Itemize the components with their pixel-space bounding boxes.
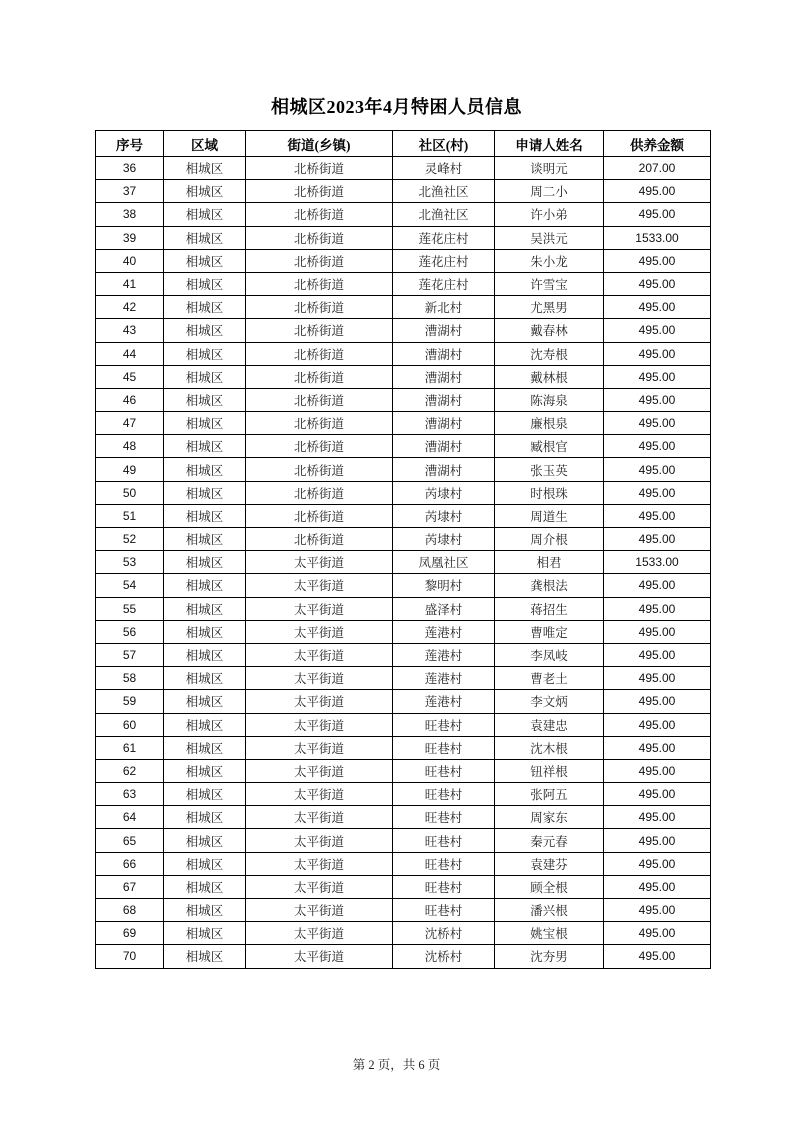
table-cell: 太平街道 <box>246 620 393 643</box>
table-cell: 尤黑男 <box>495 296 604 319</box>
table-cell: 1533.00 <box>604 226 711 249</box>
table-cell: 相城区 <box>164 551 246 574</box>
table-cell: 盛泽村 <box>393 597 495 620</box>
table-cell: 吴洪元 <box>495 226 604 249</box>
table-cell: 相城区 <box>164 922 246 945</box>
table-cell: 相城区 <box>164 806 246 829</box>
table-cell: 相城区 <box>164 829 246 852</box>
table-cell: 495.00 <box>604 736 711 759</box>
table-cell: 沈桥村 <box>393 922 495 945</box>
table-cell: 戴春林 <box>495 319 604 342</box>
table-cell: 北桥街道 <box>246 504 393 527</box>
table-row <box>96 342 711 365</box>
table-cell: 相城区 <box>164 388 246 411</box>
table-cell: 495.00 <box>604 296 711 319</box>
table-cell: 70 <box>96 945 164 968</box>
table-row <box>96 296 711 319</box>
table-row <box>96 319 711 342</box>
table-cell: 495.00 <box>604 272 711 295</box>
table-cell: 495.00 <box>604 458 711 481</box>
table-row <box>96 690 711 713</box>
column-header-amount: 供养金额 <box>604 131 711 157</box>
table-cell: 相城区 <box>164 342 246 365</box>
table-cell: 芮埭村 <box>393 481 495 504</box>
table-cell: 北桥街道 <box>246 481 393 504</box>
table-body <box>96 157 711 969</box>
table-cell: 北渔社区 <box>393 180 495 203</box>
table-cell: 相君 <box>495 551 604 574</box>
table-cell: 北桥街道 <box>246 296 393 319</box>
table-cell: 旺巷村 <box>393 736 495 759</box>
table-cell: 潘兴根 <box>495 899 604 922</box>
table-cell: 漕湖村 <box>393 412 495 435</box>
table-row <box>96 180 711 203</box>
table-cell: 太平街道 <box>246 643 393 666</box>
table-cell: 莲港村 <box>393 620 495 643</box>
table-row <box>96 203 711 226</box>
table-cell: 新北村 <box>393 296 495 319</box>
table-cell: 52 <box>96 528 164 551</box>
table-row <box>96 945 711 968</box>
table-cell: 太平街道 <box>246 574 393 597</box>
table-cell: 袁建忠 <box>495 713 604 736</box>
table-cell: 太平街道 <box>246 806 393 829</box>
table-cell: 56 <box>96 620 164 643</box>
table-cell: 凤凰社区 <box>393 551 495 574</box>
table-cell: 臧根官 <box>495 435 604 458</box>
table-cell: 36 <box>96 157 164 180</box>
table-row <box>96 157 711 180</box>
table-cell: 太平街道 <box>246 667 393 690</box>
table-cell: 相城区 <box>164 481 246 504</box>
table-cell: 相城区 <box>164 736 246 759</box>
table-row <box>96 504 711 527</box>
table-cell: 相城区 <box>164 203 246 226</box>
table-cell: 陈海泉 <box>495 388 604 411</box>
table-cell: 漕湖村 <box>393 458 495 481</box>
table-cell: 旺巷村 <box>393 829 495 852</box>
table-cell: 太平街道 <box>246 875 393 898</box>
table-cell: 北桥街道 <box>246 226 393 249</box>
table-cell: 张玉英 <box>495 458 604 481</box>
table-cell: 42 <box>96 296 164 319</box>
table-cell: 39 <box>96 226 164 249</box>
table-cell: 495.00 <box>604 945 711 968</box>
table-cell: 相城区 <box>164 783 246 806</box>
table-cell: 53 <box>96 551 164 574</box>
table-cell: 周家东 <box>495 806 604 829</box>
table-cell: 秦元春 <box>495 829 604 852</box>
table-cell: 40 <box>96 249 164 272</box>
column-header-street: 街道(乡镇) <box>246 131 393 157</box>
table-cell: 495.00 <box>604 899 711 922</box>
table-cell: 68 <box>96 899 164 922</box>
table-cell: 495.00 <box>604 875 711 898</box>
table-row <box>96 713 711 736</box>
page-title: 相城区2023年4月特困人员信息 <box>271 97 522 117</box>
table-cell: 沈木根 <box>495 736 604 759</box>
table-cell: 相城区 <box>164 249 246 272</box>
column-header-community: 社区(村) <box>393 131 495 157</box>
table-cell: 495.00 <box>604 365 711 388</box>
table-cell: 太平街道 <box>246 829 393 852</box>
column-header-serial: 序号 <box>96 131 164 157</box>
table-row <box>96 528 711 551</box>
table-row <box>96 365 711 388</box>
table-cell: 57 <box>96 643 164 666</box>
table-row <box>96 551 711 574</box>
table-cell: 北桥街道 <box>246 435 393 458</box>
table-row <box>96 643 711 666</box>
table-cell: 相城区 <box>164 319 246 342</box>
table-cell: 495.00 <box>604 249 711 272</box>
table-cell: 太平街道 <box>246 690 393 713</box>
table-cell: 61 <box>96 736 164 759</box>
table-cell: 495.00 <box>604 806 711 829</box>
table-cell: 495.00 <box>604 388 711 411</box>
table-cell: 495.00 <box>604 783 711 806</box>
table-cell: 44 <box>96 342 164 365</box>
table-row <box>96 875 711 898</box>
table-cell: 相城区 <box>164 412 246 435</box>
page-number: 第 2 页，共 6 页 <box>352 1058 441 1072</box>
table-cell: 495.00 <box>604 435 711 458</box>
table-cell: 蒋招生 <box>495 597 604 620</box>
table-cell: 黎明村 <box>393 574 495 597</box>
table-cell: 北渔社区 <box>393 203 495 226</box>
table-row <box>96 922 711 945</box>
table-cell: 北桥街道 <box>246 388 393 411</box>
table-cell: 207.00 <box>604 157 711 180</box>
table-cell: 54 <box>96 574 164 597</box>
table-cell: 相城区 <box>164 713 246 736</box>
table-cell: 姚宝根 <box>495 922 604 945</box>
table-cell: 莲港村 <box>393 667 495 690</box>
table-cell: 495.00 <box>604 528 711 551</box>
table-cell: 495.00 <box>604 643 711 666</box>
table-cell: 495.00 <box>604 620 711 643</box>
table-cell: 495.00 <box>604 319 711 342</box>
table-row <box>96 597 711 620</box>
table-cell: 灵峰村 <box>393 157 495 180</box>
table-cell: 63 <box>96 783 164 806</box>
table-cell: 495.00 <box>604 481 711 504</box>
table-cell: 旺巷村 <box>393 875 495 898</box>
table-cell: 495.00 <box>604 667 711 690</box>
table-cell: 廉根泉 <box>495 412 604 435</box>
table-cell: 漕湖村 <box>393 342 495 365</box>
table-cell: 莲花庄村 <box>393 272 495 295</box>
table-cell: 38 <box>96 203 164 226</box>
table-cell: 时根珠 <box>495 481 604 504</box>
table-cell: 北桥街道 <box>246 157 393 180</box>
table-cell: 相城区 <box>164 435 246 458</box>
table-cell: 漕湖村 <box>393 365 495 388</box>
table-row <box>96 806 711 829</box>
table-cell: 相城区 <box>164 667 246 690</box>
table-cell: 495.00 <box>604 504 711 527</box>
table-cell: 495.00 <box>604 713 711 736</box>
table-cell: 相城区 <box>164 528 246 551</box>
table-cell: 莲花庄村 <box>393 226 495 249</box>
column-header-applicant: 申请人姓名 <box>495 131 604 157</box>
table-cell: 37 <box>96 180 164 203</box>
table-cell: 太平街道 <box>246 899 393 922</box>
table-cell: 北桥街道 <box>246 319 393 342</box>
table-cell: 65 <box>96 829 164 852</box>
table-cell: 北桥街道 <box>246 203 393 226</box>
table-cell: 旺巷村 <box>393 852 495 875</box>
table-cell: 太平街道 <box>246 713 393 736</box>
table-cell: 北桥街道 <box>246 342 393 365</box>
table-row <box>96 226 711 249</box>
table-row <box>96 829 711 852</box>
table-cell: 周道生 <box>495 504 604 527</box>
table-cell: 许小弟 <box>495 203 604 226</box>
table-cell: 旺巷村 <box>393 806 495 829</box>
table-cell: 60 <box>96 713 164 736</box>
table-cell: 相城区 <box>164 296 246 319</box>
table-cell: 钮祥根 <box>495 759 604 782</box>
table-row <box>96 736 711 759</box>
table-cell: 495.00 <box>604 597 711 620</box>
table-row <box>96 852 711 875</box>
table-cell: 51 <box>96 504 164 527</box>
table-cell: 北桥街道 <box>246 180 393 203</box>
table-cell: 495.00 <box>604 342 711 365</box>
table-cell: 41 <box>96 272 164 295</box>
persons-table <box>95 130 711 969</box>
table-cell: 相城区 <box>164 899 246 922</box>
table-cell: 周介根 <box>495 528 604 551</box>
table-cell: 相城区 <box>164 759 246 782</box>
table-cell: 相城区 <box>164 180 246 203</box>
table-cell: 太平街道 <box>246 759 393 782</box>
table-cell: 相城区 <box>164 272 246 295</box>
table-cell: 漕湖村 <box>393 388 495 411</box>
table-row <box>96 899 711 922</box>
table-cell: 张阿五 <box>495 783 604 806</box>
table-row <box>96 412 711 435</box>
table-cell: 相城区 <box>164 365 246 388</box>
table-cell: 495.00 <box>604 574 711 597</box>
table-row <box>96 574 711 597</box>
table-cell: 太平街道 <box>246 597 393 620</box>
table-row <box>96 667 711 690</box>
table-cell: 45 <box>96 365 164 388</box>
table-cell: 相城区 <box>164 458 246 481</box>
table-cell: 相城区 <box>164 690 246 713</box>
table-cell: 北桥街道 <box>246 249 393 272</box>
table-cell: 66 <box>96 852 164 875</box>
table-cell: 太平街道 <box>246 551 393 574</box>
table-cell: 相城区 <box>164 504 246 527</box>
table-cell: 495.00 <box>604 852 711 875</box>
table-cell: 50 <box>96 481 164 504</box>
table-row <box>96 272 711 295</box>
table-cell: 旺巷村 <box>393 899 495 922</box>
table-cell: 周二小 <box>495 180 604 203</box>
table-row <box>96 249 711 272</box>
table-cell: 相城区 <box>164 643 246 666</box>
table-cell: 莲花庄村 <box>393 249 495 272</box>
table-cell: 沈桥村 <box>393 945 495 968</box>
table-cell: 莲港村 <box>393 643 495 666</box>
table-cell: 太平街道 <box>246 945 393 968</box>
table-cell: 48 <box>96 435 164 458</box>
table-cell: 495.00 <box>604 203 711 226</box>
table-cell: 62 <box>96 759 164 782</box>
table-cell: 谈明元 <box>495 157 604 180</box>
table-cell: 495.00 <box>604 829 711 852</box>
table-cell: 朱小龙 <box>495 249 604 272</box>
table-cell: 李凤岐 <box>495 643 604 666</box>
table-cell: 北桥街道 <box>246 272 393 295</box>
table-cell: 55 <box>96 597 164 620</box>
table-cell: 龚根法 <box>495 574 604 597</box>
table-cell: 北桥街道 <box>246 528 393 551</box>
column-header-region: 区域 <box>164 131 246 157</box>
table-cell: 太平街道 <box>246 852 393 875</box>
table-cell: 1533.00 <box>604 551 711 574</box>
table-cell: 太平街道 <box>246 922 393 945</box>
table-cell: 相城区 <box>164 574 246 597</box>
table-cell: 李文炳 <box>495 690 604 713</box>
table-cell: 曹老土 <box>495 667 604 690</box>
table-cell: 相城区 <box>164 875 246 898</box>
table-cell: 沈夯男 <box>495 945 604 968</box>
table-cell: 64 <box>96 806 164 829</box>
table-cell: 43 <box>96 319 164 342</box>
table-cell: 67 <box>96 875 164 898</box>
table-cell: 495.00 <box>604 412 711 435</box>
table-cell: 46 <box>96 388 164 411</box>
table-cell: 太平街道 <box>246 783 393 806</box>
table-cell: 相城区 <box>164 157 246 180</box>
table-row <box>96 759 711 782</box>
table-cell: 顾全根 <box>495 875 604 898</box>
table-cell: 戴林根 <box>495 365 604 388</box>
table-cell: 58 <box>96 667 164 690</box>
table-cell: 旺巷村 <box>393 713 495 736</box>
table-cell: 69 <box>96 922 164 945</box>
table-cell: 相城区 <box>164 945 246 968</box>
table-cell: 495.00 <box>604 759 711 782</box>
table-cell: 北桥街道 <box>246 365 393 388</box>
table-cell: 49 <box>96 458 164 481</box>
table-row <box>96 458 711 481</box>
table-cell: 漕湖村 <box>393 319 495 342</box>
table-cell: 相城区 <box>164 852 246 875</box>
table-row <box>96 783 711 806</box>
table-cell: 相城区 <box>164 597 246 620</box>
table-cell: 袁建芬 <box>495 852 604 875</box>
table-cell: 沈寿根 <box>495 342 604 365</box>
table-row <box>96 435 711 458</box>
table-row <box>96 620 711 643</box>
table-cell: 相城区 <box>164 226 246 249</box>
table-cell: 495.00 <box>604 180 711 203</box>
table-cell: 许雪宝 <box>495 272 604 295</box>
table-cell: 莲港村 <box>393 690 495 713</box>
table-cell: 59 <box>96 690 164 713</box>
table-row <box>96 388 711 411</box>
table-header-row <box>96 131 711 157</box>
table-cell: 太平街道 <box>246 736 393 759</box>
table-cell: 495.00 <box>604 690 711 713</box>
table-cell: 相城区 <box>164 620 246 643</box>
table-cell: 芮埭村 <box>393 528 495 551</box>
table-cell: 芮埭村 <box>393 504 495 527</box>
table-cell: 北桥街道 <box>246 412 393 435</box>
table-cell: 47 <box>96 412 164 435</box>
table-cell: 漕湖村 <box>393 435 495 458</box>
table-cell: 495.00 <box>604 922 711 945</box>
table-cell: 曹唯定 <box>495 620 604 643</box>
table-cell: 北桥街道 <box>246 458 393 481</box>
table-cell: 旺巷村 <box>393 783 495 806</box>
table-cell: 旺巷村 <box>393 759 495 782</box>
table-row <box>96 481 711 504</box>
